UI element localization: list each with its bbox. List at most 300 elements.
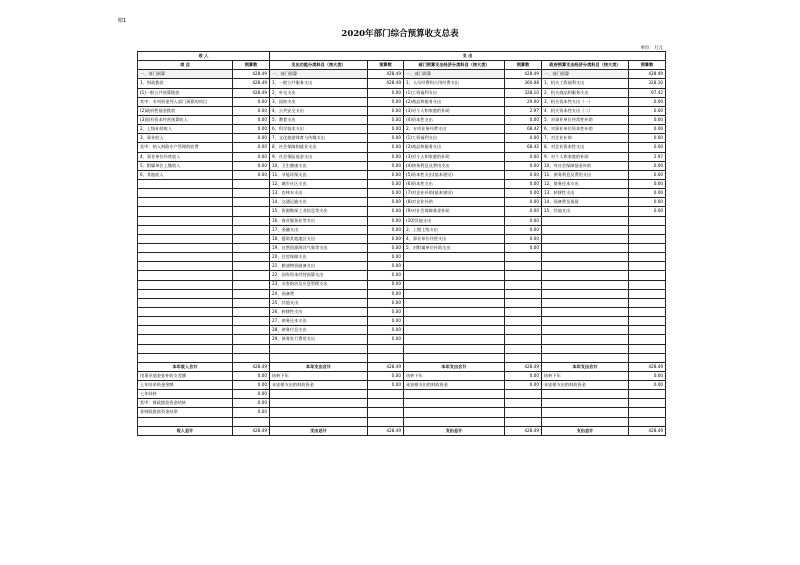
gov-econ-item-cell: 10、对社会保障基金补助 [542, 161, 629, 170]
func-item-cell: 本年支出合计 [270, 362, 368, 371]
func-amount-cell: 0.00 [368, 198, 404, 207]
income-item-cell [138, 417, 233, 426]
table-row [138, 280, 666, 289]
income-amount-cell: 0.00 [233, 143, 270, 152]
gov-econ-amount-cell [629, 216, 666, 225]
func-item-header: 支出功能分类科目（按大类） [270, 61, 368, 70]
func-amount-cell: 0.00 [368, 326, 404, 335]
income-amount-cell: 0.00 [233, 408, 270, 417]
dept-econ-amount-cell: 428.49 [505, 362, 542, 371]
dept-econ-amount-cell [505, 307, 542, 316]
income-item-cell: 一、部门预算 [138, 70, 233, 79]
gov-econ-amount-cell: 0.00 [629, 115, 666, 124]
table-row [138, 253, 666, 262]
func-item-cell: 2、外交支出 [270, 88, 368, 97]
dept-econ-item-cell: 5、对附属单位补助支出 [404, 243, 505, 252]
dept-econ-amount-cell: 428.49 [505, 426, 542, 435]
dept-econ-amount-cell: 29.00 [505, 97, 542, 106]
dept-econ-amount-cell [505, 326, 542, 335]
gov-econ-item-cell [542, 225, 629, 234]
gov-econ-item-cell [542, 234, 629, 243]
dept-econ-item-cell: (2)商品和服务支出 [404, 143, 505, 152]
func-item-cell: 支出总计 [270, 426, 368, 435]
column-header-row [138, 61, 666, 70]
dept-econ-amount-cell [505, 408, 542, 417]
gov-econ-amount-cell [629, 417, 666, 426]
income-item-cell [138, 243, 233, 252]
func-item-cell: 21、粮油物资储备支出 [270, 262, 368, 271]
func-amount-cell: 0.00 [368, 179, 404, 188]
income-amount-cell [233, 317, 270, 326]
gov-econ-amount-cell: 428.49 [629, 362, 666, 371]
income-amount-cell [233, 271, 270, 280]
income-item-cell: 4、事业单位经营收入 [138, 152, 233, 161]
dept-econ-item-cell: 一、部门预算 [404, 70, 505, 79]
gov-econ-item-cell: 12、债务还本支出 [542, 179, 629, 188]
income-amount-cell: 0.00 [233, 125, 270, 134]
income-item-cell [138, 307, 233, 316]
dept-econ-amount-cell: 0.00 [505, 115, 542, 124]
table-row [138, 317, 666, 326]
gov-econ-amount-cell [629, 280, 666, 289]
func-item-cell: 27、债务还本支出 [270, 317, 368, 326]
dept-econ-amount-cell [505, 262, 542, 271]
func-amount-cell: 0.00 [368, 97, 404, 106]
func-amount-cell: 0.00 [368, 161, 404, 170]
func-item-cell: 6、科学技术支出 [270, 125, 368, 134]
table-row [138, 344, 666, 353]
table-row [138, 234, 666, 243]
dept-econ-amount-cell: 0.00 [505, 371, 542, 380]
dept-econ-item-cell [404, 262, 505, 271]
table-row [138, 335, 666, 344]
gov-econ-amount-cell: 0.00 [629, 161, 666, 170]
table-row [138, 106, 666, 115]
func-item-cell: 17、金融支出 [270, 225, 368, 234]
income-amount-cell [233, 289, 270, 298]
group-header-row [138, 52, 666, 61]
income-item-cell [138, 326, 233, 335]
income-item-cell [138, 353, 233, 362]
dept-econ-item-cell: 未安排支出的财政资金 [404, 381, 505, 390]
func-item-cell: 结转下年 [270, 371, 368, 380]
income-amount-cell: 0.00 [233, 152, 270, 161]
table-row [138, 207, 666, 216]
func-item-cell: 10、卫生健康支出 [270, 161, 368, 170]
table-row [138, 134, 666, 143]
dept-econ-amount-cell: 0.00 [505, 381, 542, 390]
table-row [138, 79, 666, 88]
income-amount-cell [233, 353, 270, 362]
dept-econ-item-cell [404, 326, 505, 335]
func-item-cell: 26、转移性支出 [270, 307, 368, 316]
gov-econ-amount-cell [629, 344, 666, 353]
dept-econ-amount-cell: 0.00 [505, 198, 542, 207]
dept-econ-item-cell [404, 408, 505, 417]
gov-econ-item-cell [542, 271, 629, 280]
func-item-cell: 12、城乡社区支出 [270, 179, 368, 188]
gov-econ-item-cell: 14、预备费及预留 [542, 198, 629, 207]
gov-econ-amount-cell [629, 262, 666, 271]
dept-econ-amount-cell: 0.00 [505, 179, 542, 188]
dept-econ-item-cell: (2)商品和服务支出 [404, 97, 505, 106]
dept-econ-item-cell: 4、事业单位经营支出 [404, 234, 505, 243]
func-item-cell [270, 417, 368, 426]
dept-econ-amount-cell: 0.00 [505, 161, 542, 170]
table-row [138, 262, 666, 271]
income-item-cell: 5、附属单位上缴收入 [138, 161, 233, 170]
gov-econ-amount-cell: 428.49 [629, 426, 666, 435]
gov-econ-item-header: 政府预算支出经济分类科目（按大类） [542, 61, 629, 70]
gov-econ-item-cell: 4、机关资本性支出（二） [542, 106, 629, 115]
income-item-cell [138, 335, 233, 344]
income-budget-header: 预算数 [233, 61, 270, 70]
func-item-cell: 一、部门预算 [270, 70, 368, 79]
gov-econ-amount-cell: 0.00 [629, 198, 666, 207]
func-budget-header: 预算数 [368, 61, 404, 70]
table-row [138, 417, 666, 426]
income-item-cell: 2、上级补助收入 [138, 125, 233, 134]
gov-econ-item-cell: 15、其他支出 [542, 207, 629, 216]
func-amount-cell: 0.00 [368, 125, 404, 134]
gov-econ-item-cell: 2、机关商品和服务支出 [542, 88, 629, 97]
table-row [138, 70, 666, 79]
func-amount-cell: 0.00 [368, 152, 404, 161]
func-amount-cell: 0.00 [368, 134, 404, 143]
income-item-cell [138, 198, 233, 207]
dept-econ-amount-cell [505, 353, 542, 362]
dept-econ-item-cell: 本年支出合计 [404, 362, 505, 371]
dept-econ-amount-cell: 2.97 [505, 106, 542, 115]
dept-econ-item-cell [404, 335, 505, 344]
dept-econ-amount-cell [505, 317, 542, 326]
dept-econ-item-cell: 3、上缴上级支出 [404, 225, 505, 234]
dept-econ-item-cell [404, 271, 505, 280]
dept-econ-item-cell [404, 399, 505, 408]
func-amount-cell [368, 399, 404, 408]
income-amount-cell: 0.00 [233, 170, 270, 179]
gov-econ-item-cell [542, 417, 629, 426]
dept-econ-item-cell: (10)其他支出 [404, 216, 505, 225]
func-amount-cell: 0.00 [368, 243, 404, 252]
gov-econ-amount-cell: 0.00 [629, 125, 666, 134]
gov-econ-item-cell: 一、部门预算 [542, 70, 629, 79]
income-item-cell: 非财政拨款资金结余 [138, 408, 233, 417]
func-amount-cell: 0.00 [368, 381, 404, 390]
income-amount-cell: 428.49 [233, 362, 270, 371]
income-item-cell: (1)一般公共预算拨款 [138, 88, 233, 97]
func-item-cell [270, 344, 368, 353]
table-row [138, 326, 666, 335]
func-item-cell [270, 408, 368, 417]
dept-econ-item-cell [404, 253, 505, 262]
dept-econ-item-cell [404, 317, 505, 326]
gov-econ-item-cell: 9、对个人和家庭的补助 [542, 152, 629, 161]
dept-econ-item-cell: (7)对企业补助(基本建设) [404, 189, 505, 198]
gov-econ-item-cell [542, 298, 629, 307]
income-amount-cell: 0.00 [233, 106, 270, 115]
gov-econ-item-cell: 8、对企业资本性支出 [542, 143, 629, 152]
income-item-cell: 收入总计 [138, 426, 233, 435]
gov-econ-amount-cell: 0.00 [629, 106, 666, 115]
table-row [138, 189, 666, 198]
func-amount-cell: 0.00 [368, 253, 404, 262]
func-amount-cell: 0.00 [368, 88, 404, 97]
table-row [138, 408, 666, 417]
gov-econ-item-cell: 3、机关资本性支出（一） [542, 97, 629, 106]
income-amount-cell [233, 417, 270, 426]
gov-econ-item-cell [542, 317, 629, 326]
table-row [138, 289, 666, 298]
table-row [138, 298, 666, 307]
dept-econ-item-cell: (1)工资福利支出 [404, 88, 505, 97]
income-amount-cell [233, 179, 270, 188]
dept-econ-amount-cell [505, 335, 542, 344]
func-amount-cell: 428.49 [368, 79, 404, 88]
income-item-cell [138, 253, 233, 262]
table-row [138, 216, 666, 225]
dept-econ-amount-cell: 0.00 [505, 189, 542, 198]
income-item-cell [138, 289, 233, 298]
dept-econ-item-cell: (4)资本性支出 [404, 115, 505, 124]
income-amount-cell: 428.49 [233, 79, 270, 88]
income-amount-cell [233, 307, 270, 316]
table-row [138, 225, 666, 234]
table-row [138, 143, 666, 152]
gov-econ-amount-cell: 0.00 [629, 170, 666, 179]
income-item-cell: 本年收入合计 [138, 362, 233, 371]
func-item-cell: 14、交通运输支出 [270, 198, 368, 207]
dept-econ-item-header: 部门预算支出经济分类科目（按大类） [404, 61, 505, 70]
func-item-cell [270, 353, 368, 362]
gov-econ-amount-cell [629, 408, 666, 417]
gov-econ-budget-header: 预算数 [629, 61, 666, 70]
income-amount-cell: 0.00 [233, 381, 270, 390]
gov-econ-item-cell [542, 216, 629, 225]
func-item-cell [270, 390, 368, 399]
func-amount-cell: 0.00 [368, 115, 404, 124]
income-amount-cell [233, 298, 270, 307]
gov-econ-item-cell [542, 399, 629, 408]
gov-econ-amount-cell: 0.00 [629, 134, 666, 143]
income-item-cell: 上年结转 [138, 390, 233, 399]
func-amount-cell [368, 408, 404, 417]
func-amount-cell [368, 353, 404, 362]
income-item-cell [138, 298, 233, 307]
gov-econ-item-cell [542, 253, 629, 262]
func-item-cell: 29、债务发行费用支出 [270, 335, 368, 344]
income-amount-cell: 428.49 [233, 88, 270, 97]
func-item-cell [270, 399, 368, 408]
dept-econ-amount-cell [505, 253, 542, 262]
func-item-cell: 7、文化旅游体育与传媒支出 [270, 134, 368, 143]
dept-econ-amount-cell: 428.49 [505, 70, 542, 79]
func-item-cell: 18、援助其他地区支出 [270, 234, 368, 243]
dept-econ-item-cell: 2、专项业务经费支出 [404, 125, 505, 134]
dept-econ-amount-cell [505, 417, 542, 426]
income-amount-cell: 428.49 [233, 426, 270, 435]
table-row [138, 307, 666, 316]
func-amount-cell: 0.00 [368, 189, 404, 198]
income-amount-cell [233, 225, 270, 234]
table-row [138, 179, 666, 188]
gov-econ-item-cell [542, 408, 629, 417]
func-amount-cell: 0.00 [368, 106, 404, 115]
gov-econ-item-cell [542, 280, 629, 289]
income-amount-cell: 428.49 [233, 70, 270, 79]
gov-econ-amount-cell [629, 307, 666, 316]
income-item-cell: 1、财政拨款 [138, 79, 233, 88]
income-item-cell: 其中：专项资金列入部门预算的项目 [138, 97, 233, 106]
gov-econ-amount-cell [629, 390, 666, 399]
table-row [138, 170, 666, 179]
page-title: 2020年部门综合预算收支总表 [341, 29, 459, 39]
func-amount-cell: 0.00 [368, 335, 404, 344]
dept-econ-amount-cell [505, 399, 542, 408]
income-item-cell [138, 234, 233, 243]
income-amount-cell: 0.00 [233, 161, 270, 170]
income-amount-cell [233, 344, 270, 353]
table-row [138, 371, 666, 380]
gov-econ-item-cell [542, 326, 629, 335]
gov-econ-item-cell [542, 307, 629, 316]
dept-econ-amount-cell: 0.00 [505, 207, 542, 216]
table-row [138, 362, 666, 371]
dept-econ-item-cell [404, 280, 505, 289]
gov-econ-amount-cell: 0.00 [629, 189, 666, 198]
func-item-cell: 8、社会保障和就业支出 [270, 143, 368, 152]
income-amount-cell: 0.00 [233, 371, 270, 380]
income-item-header: 项 目 [138, 61, 233, 70]
func-item-cell: 20、住房保障支出 [270, 253, 368, 262]
unit-label: 单位：万元 [640, 46, 663, 51]
table-row [138, 399, 666, 408]
gov-econ-item-cell [542, 344, 629, 353]
attachment-label: 附1 [118, 18, 127, 24]
dept-econ-amount-cell [505, 289, 542, 298]
dept-econ-amount-cell: 0.00 [505, 170, 542, 179]
gov-econ-item-cell [542, 335, 629, 344]
gov-econ-item-cell [542, 289, 629, 298]
table-row [138, 97, 666, 106]
income-amount-cell [233, 335, 270, 344]
func-item-cell: 22、国有资本经营预算支出 [270, 271, 368, 280]
gov-econ-amount-cell: 97.42 [629, 88, 666, 97]
gov-econ-amount-cell [629, 317, 666, 326]
dept-econ-item-cell [404, 307, 505, 316]
income-item-cell: 其中：财政拨款资金结转 [138, 399, 233, 408]
gov-econ-amount-cell [629, 353, 666, 362]
func-item-cell: 19、自然资源海洋气象等支出 [270, 243, 368, 252]
func-item-cell: 9、社会保险基金支出 [270, 152, 368, 161]
gov-econ-amount-cell [629, 253, 666, 262]
income-amount-cell [233, 216, 270, 225]
func-item-cell: 4、公共安全支出 [270, 106, 368, 115]
gov-econ-amount-cell [629, 399, 666, 408]
income-item-cell: 上年结余资金余额 [138, 381, 233, 390]
gov-econ-item-cell: 1、机关工资福利支出 [542, 79, 629, 88]
gov-econ-item-cell: 结转下年 [542, 371, 629, 380]
gov-econ-amount-cell [629, 335, 666, 344]
table-row [138, 88, 666, 97]
income-amount-cell [233, 253, 270, 262]
func-amount-cell: 0.00 [368, 207, 404, 216]
income-item-cell [138, 280, 233, 289]
func-amount-cell [368, 390, 404, 399]
table-row [138, 243, 666, 252]
income-item-cell: (2)政府性基金拨款 [138, 106, 233, 115]
dept-econ-item-cell [404, 289, 505, 298]
dept-econ-item-cell: (3)对个人和家庭的补助 [404, 106, 505, 115]
income-item-cell [138, 225, 233, 234]
income-item-cell [138, 207, 233, 216]
gov-econ-amount-cell [629, 225, 666, 234]
gov-econ-amount-cell: 0.00 [629, 97, 666, 106]
gov-econ-amount-cell [629, 298, 666, 307]
dept-econ-item-cell [404, 298, 505, 307]
func-amount-cell: 428.49 [368, 362, 404, 371]
income-amount-cell [233, 207, 270, 216]
func-item-cell: 16、商业服务业等支出 [270, 216, 368, 225]
income-item-cell: 6、其他收入 [138, 170, 233, 179]
income-item-cell: 3、事业收入 [138, 134, 233, 143]
dept-econ-amount-cell: 0.00 [505, 234, 542, 243]
dept-econ-amount-cell [505, 344, 542, 353]
func-item-cell: 15、资源勘探工业信息等支出 [270, 207, 368, 216]
income-amount-cell [233, 198, 270, 207]
gov-econ-amount-cell: 0.00 [629, 207, 666, 216]
func-amount-cell [368, 417, 404, 426]
dept-econ-item-cell: (9)对社会保障基金补助 [404, 207, 505, 216]
dept-econ-amount-cell: 68.42 [505, 125, 542, 134]
dept-econ-amount-cell: 0.00 [505, 152, 542, 161]
income-amount-cell [233, 262, 270, 271]
dept-econ-amount-cell: 0.00 [505, 134, 542, 143]
gov-econ-item-cell [542, 243, 629, 252]
dept-econ-amount-cell: 0.00 [505, 216, 542, 225]
gov-econ-amount-cell: 428.49 [629, 70, 666, 79]
table-row [138, 125, 666, 134]
income-amount-cell [233, 280, 270, 289]
dept-econ-amount-cell [505, 271, 542, 280]
dept-econ-item-cell: (1)工资福利支出 [404, 134, 505, 143]
table-row [138, 381, 666, 390]
dept-econ-amount-cell: 68.42 [505, 143, 542, 152]
dept-econ-item-cell [404, 353, 505, 362]
gov-econ-item-cell: 6、对事业单位资本性补助 [542, 125, 629, 134]
func-amount-cell: 0.00 [368, 225, 404, 234]
gov-econ-item-cell: 11、债务利息及费用支出 [542, 170, 629, 179]
income-amount-cell [233, 326, 270, 335]
dept-econ-item-cell: (3)对个人和家庭的补助 [404, 152, 505, 161]
income-item-cell: 用事业基金弥补收支差额 [138, 371, 233, 380]
income-item-cell [138, 271, 233, 280]
dept-econ-amount-cell [505, 280, 542, 289]
income-amount-cell: 0.00 [233, 134, 270, 143]
gov-econ-amount-cell: 328.10 [629, 79, 666, 88]
func-amount-cell: 0.00 [368, 170, 404, 179]
table-row [138, 152, 666, 161]
income-amount-cell [233, 189, 270, 198]
dept-econ-item-cell: (5)资本性支出(基本建设) [404, 170, 505, 179]
dept-econ-amount-cell [505, 390, 542, 399]
table-row [138, 198, 666, 207]
dept-econ-amount-cell: 0.00 [505, 225, 542, 234]
dept-econ-item-cell: (8)对企业补助 [404, 198, 505, 207]
gov-econ-amount-cell: 2.97 [629, 152, 666, 161]
expense-group-header: 支 出 [270, 52, 666, 61]
income-item-cell [138, 344, 233, 353]
